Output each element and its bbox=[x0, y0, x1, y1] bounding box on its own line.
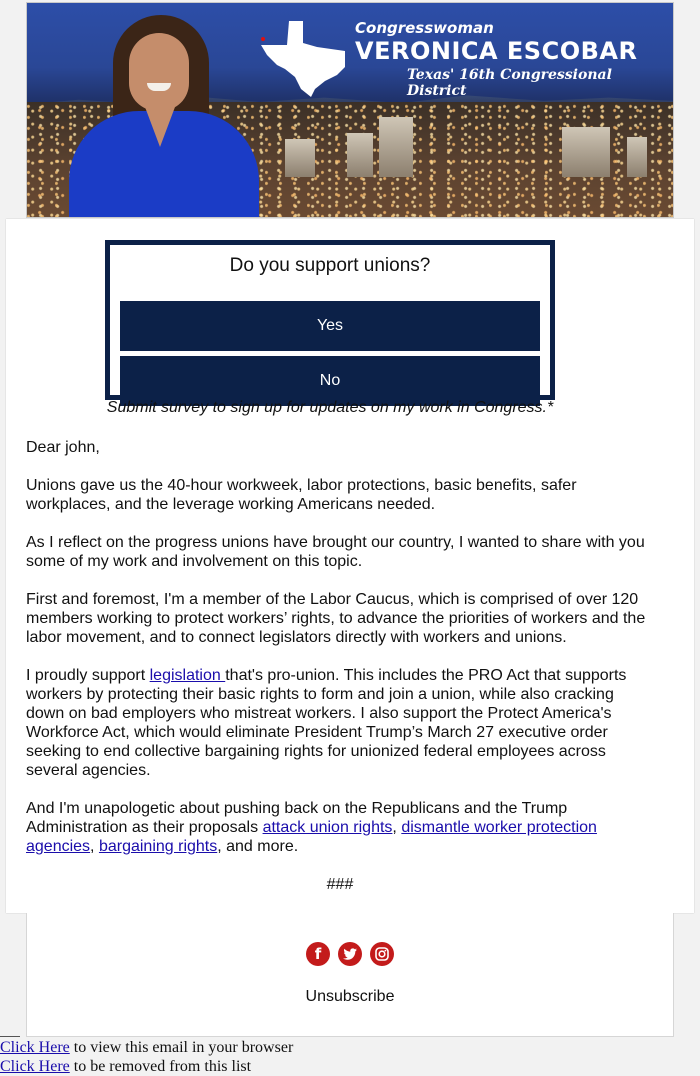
remove-text: to be removed from this list bbox=[69, 1058, 252, 1075]
view-in-browser-text: to view this email in your browser bbox=[69, 1039, 294, 1056]
paragraph bbox=[26, 799, 654, 856]
paragraph-text: And I'm unapologetic about pushing back on the Republicans and the Trump Administration as their proposals bbox=[26, 800, 568, 836]
banner-title: VERONICA ESCOBAR bbox=[355, 37, 638, 65]
building bbox=[347, 133, 373, 177]
paragraph: First and foremost, I'm a member of the Labor Caucus, which is comprised of over 120 members working to protect workers’ rights, to advance the priorities of workers and the labor movement, and to connect legislators directly with workers and unions. bbox=[26, 591, 646, 646]
end-mark: ### bbox=[326, 876, 354, 893]
attack-union-rights-link[interactable]: attack union rights bbox=[262, 819, 393, 836]
building bbox=[627, 137, 647, 177]
divider bbox=[0, 1036, 20, 1037]
no-button[interactable]: No bbox=[120, 356, 540, 406]
paragraph-text: , and more. bbox=[217, 838, 299, 855]
paragraph: Unions gave us the 40-hour workweek, labor protections, basic benefits, safer workplaces, and the leverage working Americans needed. bbox=[26, 477, 577, 513]
unsubscribe-link[interactable]: Unsubscribe bbox=[305, 988, 395, 1005]
separator: , bbox=[392, 819, 402, 836]
paragraph bbox=[26, 666, 654, 780]
instagram-icon[interactable] bbox=[370, 942, 394, 966]
bargaining-rights-link[interactable]: bargaining rights bbox=[98, 838, 218, 855]
paragraph-text: I proudly support bbox=[26, 667, 150, 684]
remove-from-list-link[interactable]: Click Here bbox=[0, 1058, 70, 1075]
letter-body bbox=[26, 438, 654, 913]
bottom-links bbox=[0, 1038, 293, 1076]
building bbox=[562, 127, 610, 177]
congresswoman-portrait bbox=[69, 15, 259, 218]
survey-box bbox=[105, 240, 555, 400]
remove-line bbox=[0, 1057, 293, 1076]
greeting: Dear john, bbox=[26, 439, 100, 456]
facebook-icon[interactable]: f bbox=[306, 942, 330, 966]
twitter-icon[interactable] bbox=[338, 942, 362, 966]
twitter-bird-glyph bbox=[343, 948, 357, 960]
yes-button[interactable]: Yes bbox=[120, 301, 540, 351]
banner-subtitle: Texas' 16th Congressional District bbox=[407, 67, 612, 99]
building bbox=[285, 139, 315, 177]
footer-card bbox=[26, 913, 674, 1037]
dismantle-agencies-link[interactable]: dismantle worker protection agencies bbox=[26, 819, 597, 855]
paragraph-text: that's pro-union. This includes the PRO Act that supports workers by protecting their basic rights to form and join a union, while also cracking down on bad employers who mistreat workers. I also support the Protect America's Workforce Act, which would eliminate President Trump’s March 27 executive order seeking to end collective bargaining rights for unionized federal employees across several agencies. bbox=[26, 667, 627, 779]
banner-title-small: Congresswoman bbox=[355, 19, 494, 37]
view-in-browser-link[interactable]: Click Here bbox=[0, 1039, 70, 1056]
survey-note: Submit survey to sign up for updates on my work in Congress.* bbox=[106, 399, 554, 416]
view-in-browser-line bbox=[0, 1038, 293, 1057]
email-body-card bbox=[6, 219, 694, 913]
instagram-glyph bbox=[375, 947, 389, 961]
social-links bbox=[306, 942, 394, 966]
survey-question: Do you support unions? bbox=[229, 255, 431, 276]
header-banner bbox=[26, 2, 674, 218]
separator: , bbox=[90, 838, 99, 855]
building bbox=[379, 117, 413, 177]
texas-state-icon bbox=[259, 19, 349, 99]
legislation-link[interactable]: legislation bbox=[149, 667, 226, 684]
paragraph: As I reflect on the progress unions have brought our country, I wanted to share with you some of my work and involvement on this topic. bbox=[26, 534, 645, 570]
